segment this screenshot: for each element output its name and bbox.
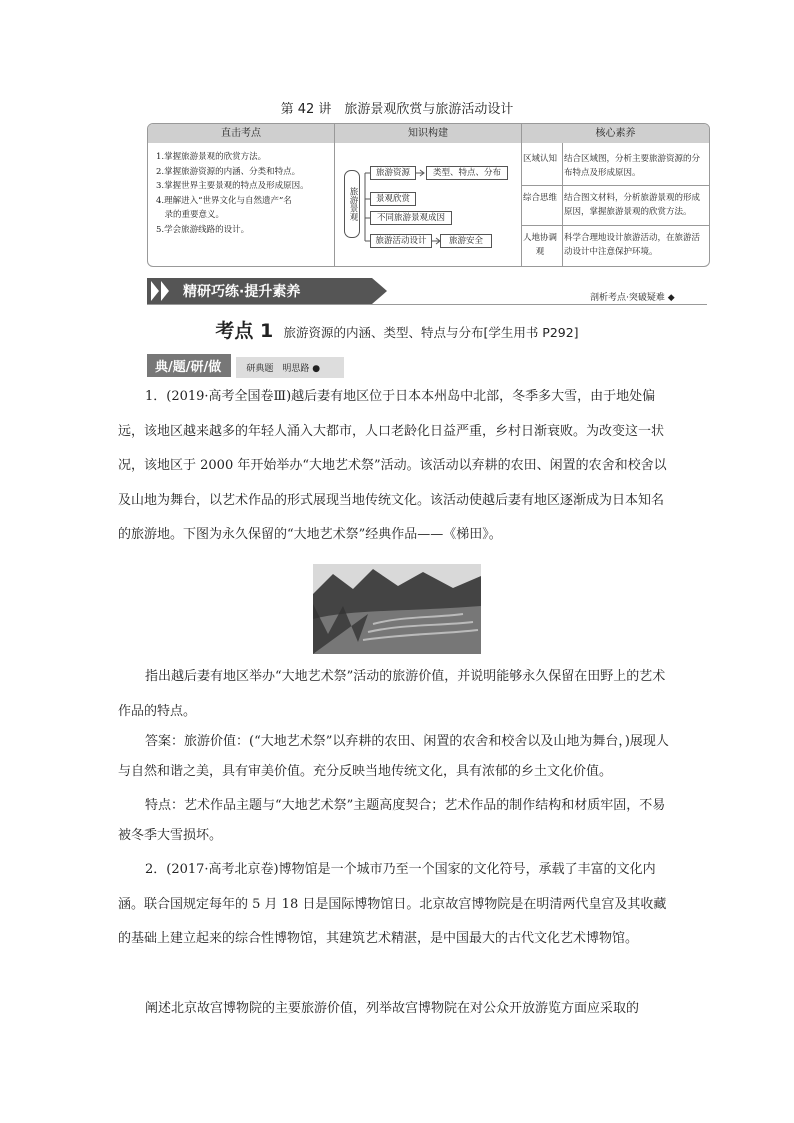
knowledge-appreciation: 景观欣赏	[370, 192, 416, 206]
core-row	[522, 226, 709, 266]
subsection-sub: 研典题 明思路 ●	[236, 357, 344, 378]
knowledge-cause: 不同旅游景观成因	[370, 211, 452, 225]
section-banner	[147, 278, 387, 304]
subsection-sub-text: 研典题 明思路	[246, 364, 310, 374]
knowledge-resource: 旅游资源	[370, 166, 416, 180]
divider	[562, 143, 563, 266]
q1-answer: 答案：旅游价值：(“大地艺术祭”以弃耕的农田、闲置的农舍和校舍以及山地为舞台，)展现人与自然和谐之美，具有审美价值。充分反映当地传统文化，具有浓郁的乡土文化价值。	[118, 734, 669, 779]
header-objectives: 直击考点	[148, 124, 334, 143]
q2-question: 阐述北京故宫博物院的主要旅游价值，列举故宫博物院在对公众开放游览方面应采取的	[145, 1001, 640, 1016]
header-core: 核心素养	[522, 124, 709, 143]
subsection-tag	[147, 354, 344, 378]
objective-item: 3.掌握世界主要景观的特点及形成原因。	[156, 181, 309, 192]
objective-item: 4.理解进入“世界文化与自然遗产”名	[156, 195, 292, 206]
subsection-label: 典/题/研/做	[147, 354, 231, 377]
core-row	[522, 148, 709, 184]
topic-title: 旅游资源的内涵、类型、特点与分布[学生用书 P292]	[283, 325, 579, 340]
topic-heading	[0, 316, 794, 343]
core-label: 综合思维	[522, 193, 557, 203]
objective-item: 5.学会旅游线路的设计。	[156, 224, 250, 235]
core-label: 人地协调观	[522, 233, 557, 257]
lesson-title: 第 42 讲 旅游景观欣赏与旅游活动设计	[280, 102, 514, 117]
banner-right-text: 剖析考点·突破疑难	[590, 293, 665, 303]
banner-right: 剖析考点·突破疑难 ◆	[590, 293, 675, 303]
core-row	[522, 186, 709, 224]
banner-text: 精研巧练·提升素养	[183, 284, 301, 300]
banner-rule	[147, 304, 707, 305]
q1-text: 1．(2019·高考全国卷Ⅲ)越后妻有地区位于日本本州岛中北部，冬季多大雪，由于地处偏远，该地区越来越多的年轻人涌入大都市，人口老龄化日益严重，乡村日渐衰败。为改变这一状况，该地区于 2000 年开始举办“大地艺术祭”活动。该活动以弃耕的农田、闲置的农舍和校舍以及山地为舞台，以艺术作品的形式展现当地传统文化。该活动使越后妻有地区逐渐成为日本知名的旅游地。下图为永久保留的“大地艺术祭”经典作品——《梯田》。	[118, 389, 667, 542]
core-text: 结合区域图，分析主要旅游资源的分布特点及形成原因。	[564, 154, 701, 178]
objective-item: 2.掌握旅游资源的内涵、分类和特点。	[156, 166, 301, 177]
terrace-photo	[313, 564, 481, 654]
core-label: 区域认知	[522, 154, 557, 164]
q1-question: 指出越后妻有地区举办“大地艺术祭”活动的旅游价值，并说明能够永久保留在田野上的艺术作品的特点。	[118, 669, 666, 719]
knowledge-resource-detail: 类型、特点、分布	[426, 166, 508, 180]
knowledge-safety: 旅游安全	[440, 234, 492, 248]
core-text: 结合图文材料，分析旅游景观的形成原因，掌握旅游景观的欣赏方法。	[564, 193, 701, 217]
q2-text: 2．(2017·高考北京卷)博物馆是一个城市乃至一个国家的文化符号，承载了丰富的文化内涵。联合国规定每年的 5 月 18 日是国际博物馆日。北京故宫博物院是在明清两代皇宫及其收藏的基础上建立起来的综合性博物馆，其建筑艺术精湛，是中国最大的古代文化艺术博物馆。	[118, 862, 667, 946]
objective-item: 1.掌握旅游景观的欣赏方法。	[156, 152, 267, 162]
q1-feature: 特点：艺术作品主题与“大地艺术祭”主题高度契合；艺术作品的制作结构和材质牢固，不易被冬季大雪损坏。	[118, 798, 666, 843]
core-text: 科学合理地设计旅游活动，在旅游活动设计中注意保护环境。	[564, 233, 701, 257]
header-knowledge: 知识构建	[335, 124, 521, 143]
topic-number: 考点 1	[215, 320, 274, 342]
objective-item: 录的重要意义。	[156, 210, 225, 221]
objectives-list	[156, 150, 331, 238]
knowledge-root: 旅游景观	[344, 170, 360, 238]
knowledge-activity: 旅游活动设计	[370, 234, 432, 248]
overview-table	[147, 123, 710, 267]
